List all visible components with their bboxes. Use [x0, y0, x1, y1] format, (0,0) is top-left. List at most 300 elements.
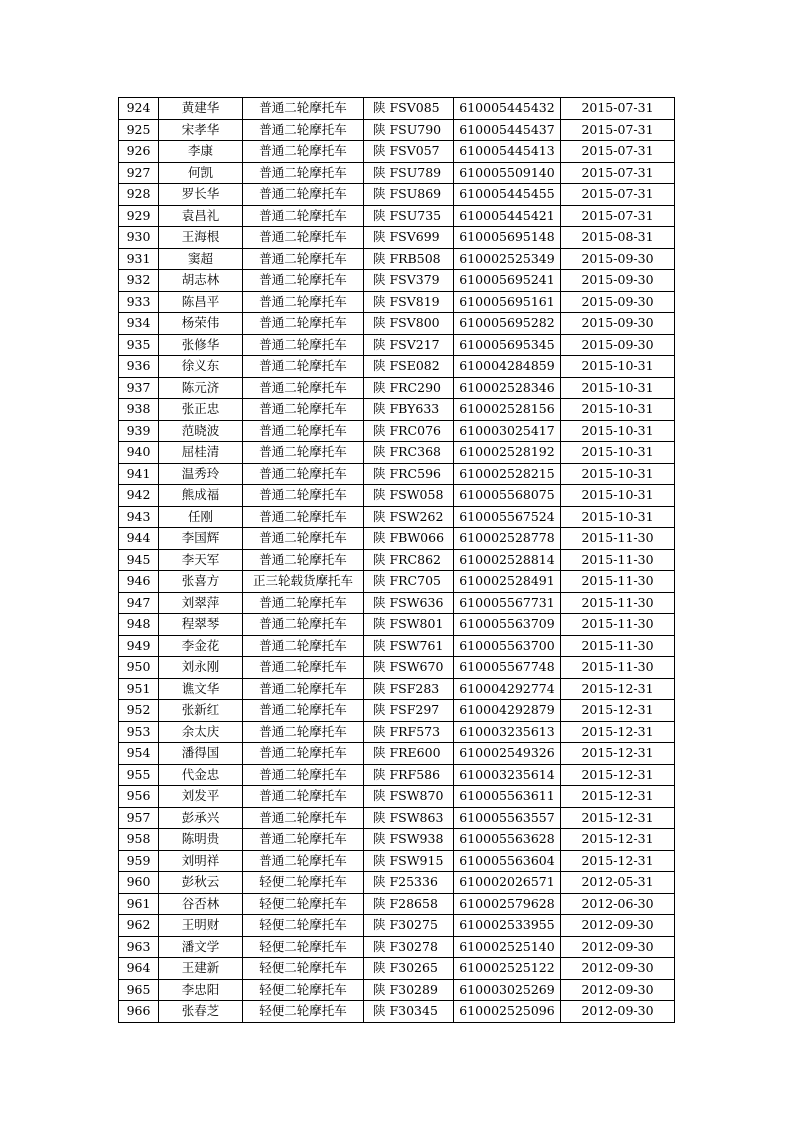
cell-plate-number: 陕 FSV057: [364, 141, 454, 163]
table-row: [119, 872, 675, 894]
cell-date: 2015-07-31: [561, 119, 675, 141]
cell-vehicle-type: 普通二轮摩托车: [243, 119, 364, 141]
cell-number: 963: [119, 936, 159, 958]
cell-date: 2015-10-31: [561, 442, 675, 464]
table-row: [119, 119, 675, 141]
cell-date: 2015-09-30: [561, 313, 675, 335]
cell-date: 2015-07-31: [561, 98, 675, 120]
cell-owner-name: 徐义东: [159, 356, 243, 378]
cell-record-id: 610005445455: [454, 184, 561, 206]
table-row: [119, 141, 675, 163]
cell-plate-number: 陕 FRC076: [364, 420, 454, 442]
cell-date: 2012-06-30: [561, 893, 675, 915]
cell-owner-name: 潘得国: [159, 743, 243, 765]
cell-date: 2015-11-30: [561, 635, 675, 657]
cell-plate-number: 陕 FBW066: [364, 528, 454, 550]
table-row: [119, 420, 675, 442]
cell-plate-number: 陕 FRE600: [364, 743, 454, 765]
cell-owner-name: 潘文学: [159, 936, 243, 958]
cell-number: 965: [119, 979, 159, 1001]
cell-number: 942: [119, 485, 159, 507]
cell-vehicle-type: 普通二轮摩托车: [243, 635, 364, 657]
cell-record-id: 610002528814: [454, 549, 561, 571]
cell-owner-name: 何凯: [159, 162, 243, 184]
cell-vehicle-type: 普通二轮摩托车: [243, 700, 364, 722]
cell-record-id: 610005568075: [454, 485, 561, 507]
cell-owner-name: 屈桂清: [159, 442, 243, 464]
cell-owner-name: 刘明祥: [159, 850, 243, 872]
cell-number: 932: [119, 270, 159, 292]
cell-vehicle-type: 轻便二轮摩托车: [243, 979, 364, 1001]
table-row: [119, 829, 675, 851]
table-row: [119, 442, 675, 464]
cell-date: 2015-09-30: [561, 248, 675, 270]
cell-date: 2015-11-30: [561, 592, 675, 614]
table-row: [119, 313, 675, 335]
cell-owner-name: 张正忠: [159, 399, 243, 421]
table-row: [119, 700, 675, 722]
cell-owner-name: 彭承兴: [159, 807, 243, 829]
cell-plate-number: 陕 FSV085: [364, 98, 454, 120]
cell-record-id: 610002525122: [454, 958, 561, 980]
cell-date: 2015-11-30: [561, 528, 675, 550]
cell-number: 936: [119, 356, 159, 378]
cell-plate-number: 陕 FSF283: [364, 678, 454, 700]
cell-plate-number: 陕 FSE082: [364, 356, 454, 378]
cell-plate-number: 陕 FSW761: [364, 635, 454, 657]
cell-number: 947: [119, 592, 159, 614]
cell-date: 2015-10-31: [561, 463, 675, 485]
cell-plate-number: 陕 FSW670: [364, 657, 454, 679]
cell-number: 950: [119, 657, 159, 679]
cell-vehicle-type: 普通二轮摩托车: [243, 356, 364, 378]
cell-plate-number: 陕 FSU790: [364, 119, 454, 141]
table-row: [119, 850, 675, 872]
table-row: [119, 1001, 675, 1023]
cell-date: 2015-12-31: [561, 786, 675, 808]
table-row: [119, 936, 675, 958]
cell-date: 2015-10-31: [561, 420, 675, 442]
cell-plate-number: 陕 FRB508: [364, 248, 454, 270]
cell-record-id: 610002528215: [454, 463, 561, 485]
cell-plate-number: 陕 F28658: [364, 893, 454, 915]
cell-date: 2015-12-31: [561, 807, 675, 829]
cell-number: 954: [119, 743, 159, 765]
cell-record-id: 610005695345: [454, 334, 561, 356]
cell-vehicle-type: 普通二轮摩托车: [243, 399, 364, 421]
cell-vehicle-type: 普通二轮摩托车: [243, 442, 364, 464]
cell-plate-number: 陕 FSW870: [364, 786, 454, 808]
cell-number: 960: [119, 872, 159, 894]
table-row: [119, 786, 675, 808]
cell-date: 2015-11-30: [561, 571, 675, 593]
cell-vehicle-type: 普通二轮摩托车: [243, 807, 364, 829]
cell-date: 2015-08-31: [561, 227, 675, 249]
cell-number: 926: [119, 141, 159, 163]
cell-vehicle-type: 普通二轮摩托车: [243, 227, 364, 249]
table-row: [119, 399, 675, 421]
table-row: [119, 549, 675, 571]
cell-plate-number: 陕 FSW262: [364, 506, 454, 528]
cell-number: 956: [119, 786, 159, 808]
cell-date: 2015-09-30: [561, 270, 675, 292]
cell-record-id: 610005445413: [454, 141, 561, 163]
cell-owner-name: 熊成福: [159, 485, 243, 507]
cell-record-id: 610005563604: [454, 850, 561, 872]
cell-number: 937: [119, 377, 159, 399]
cell-record-id: 610002525096: [454, 1001, 561, 1023]
cell-owner-name: 温秀玲: [159, 463, 243, 485]
cell-record-id: 610004292879: [454, 700, 561, 722]
cell-record-id: 610005563557: [454, 807, 561, 829]
cell-record-id: 610005445432: [454, 98, 561, 120]
cell-record-id: 610002528346: [454, 377, 561, 399]
cell-date: 2015-12-31: [561, 829, 675, 851]
cell-plate-number: 陕 FRC596: [364, 463, 454, 485]
cell-number: 953: [119, 721, 159, 743]
table-row: [119, 98, 675, 120]
cell-number: 938: [119, 399, 159, 421]
cell-plate-number: 陕 F30275: [364, 915, 454, 937]
cell-vehicle-type: 普通二轮摩托车: [243, 463, 364, 485]
cell-owner-name: 王建新: [159, 958, 243, 980]
cell-vehicle-type: 普通二轮摩托车: [243, 743, 364, 765]
cell-date: 2015-10-31: [561, 485, 675, 507]
cell-plate-number: 陕 F30265: [364, 958, 454, 980]
cell-date: 2015-12-31: [561, 764, 675, 786]
cell-number: 952: [119, 700, 159, 722]
cell-number: 944: [119, 528, 159, 550]
cell-owner-name: 李金花: [159, 635, 243, 657]
table-row: [119, 958, 675, 980]
records-table: [118, 97, 675, 1023]
cell-record-id: 610005445437: [454, 119, 561, 141]
cell-number: 934: [119, 313, 159, 335]
cell-owner-name: 陈元济: [159, 377, 243, 399]
cell-owner-name: 黄建华: [159, 98, 243, 120]
table-row: [119, 485, 675, 507]
table-row: [119, 657, 675, 679]
cell-plate-number: 陕 F25336: [364, 872, 454, 894]
cell-plate-number: 陕 FSW058: [364, 485, 454, 507]
cell-number: 958: [119, 829, 159, 851]
cell-owner-name: 谷否林: [159, 893, 243, 915]
table-row: [119, 915, 675, 937]
cell-record-id: 610005509140: [454, 162, 561, 184]
cell-record-id: 610002528192: [454, 442, 561, 464]
cell-record-id: 610005695241: [454, 270, 561, 292]
cell-record-id: 610002026571: [454, 872, 561, 894]
cell-number: 955: [119, 764, 159, 786]
cell-record-id: 610002528778: [454, 528, 561, 550]
cell-plate-number: 陕 F30289: [364, 979, 454, 1001]
cell-plate-number: 陕 FSW938: [364, 829, 454, 851]
cell-number: 925: [119, 119, 159, 141]
cell-vehicle-type: 普通二轮摩托车: [243, 205, 364, 227]
cell-vehicle-type: 普通二轮摩托车: [243, 678, 364, 700]
cell-vehicle-type: 普通二轮摩托车: [243, 248, 364, 270]
table-row: [119, 506, 675, 528]
cell-plate-number: 陕 FRF573: [364, 721, 454, 743]
cell-record-id: 610005563611: [454, 786, 561, 808]
cell-plate-number: 陕 FRC290: [364, 377, 454, 399]
cell-date: 2015-07-31: [561, 205, 675, 227]
cell-vehicle-type: 普通二轮摩托车: [243, 764, 364, 786]
table-row: [119, 162, 675, 184]
cell-vehicle-type: 轻便二轮摩托车: [243, 915, 364, 937]
cell-record-id: 610005567524: [454, 506, 561, 528]
cell-vehicle-type: 普通二轮摩托车: [243, 313, 364, 335]
cell-number: 930: [119, 227, 159, 249]
cell-number: 940: [119, 442, 159, 464]
cell-owner-name: 杨荣伟: [159, 313, 243, 335]
cell-plate-number: 陕 FSU789: [364, 162, 454, 184]
cell-vehicle-type: 普通二轮摩托车: [243, 141, 364, 163]
cell-number: 941: [119, 463, 159, 485]
cell-owner-name: 李国辉: [159, 528, 243, 550]
cell-owner-name: 刘永刚: [159, 657, 243, 679]
cell-owner-name: 程翠琴: [159, 614, 243, 636]
table-row: [119, 356, 675, 378]
table-row: [119, 743, 675, 765]
cell-number: 948: [119, 614, 159, 636]
table-row: [119, 893, 675, 915]
table-row: [119, 270, 675, 292]
cell-plate-number: 陕 FSU869: [364, 184, 454, 206]
cell-owner-name: 胡志林: [159, 270, 243, 292]
table-row: [119, 614, 675, 636]
cell-owner-name: 任刚: [159, 506, 243, 528]
cell-owner-name: 宋孝华: [159, 119, 243, 141]
cell-date: 2015-12-31: [561, 850, 675, 872]
cell-owner-name: 张喜方: [159, 571, 243, 593]
cell-record-id: 610002525140: [454, 936, 561, 958]
table-row: [119, 528, 675, 550]
table-row: [119, 377, 675, 399]
cell-record-id: 610005695161: [454, 291, 561, 313]
cell-owner-name: 张修华: [159, 334, 243, 356]
cell-date: 2012-09-30: [561, 979, 675, 1001]
cell-vehicle-type: 普通二轮摩托车: [243, 98, 364, 120]
cell-date: 2015-11-30: [561, 657, 675, 679]
cell-plate-number: 陕 F30345: [364, 1001, 454, 1023]
cell-plate-number: 陕 FSW636: [364, 592, 454, 614]
cell-plate-number: 陕 FRC368: [364, 442, 454, 464]
cell-number: 943: [119, 506, 159, 528]
cell-number: 951: [119, 678, 159, 700]
cell-plate-number: 陕 FSV699: [364, 227, 454, 249]
cell-record-id: 610002528491: [454, 571, 561, 593]
cell-number: 935: [119, 334, 159, 356]
cell-record-id: 610005695148: [454, 227, 561, 249]
cell-date: 2015-11-30: [561, 614, 675, 636]
cell-plate-number: 陕 FSV379: [364, 270, 454, 292]
cell-plate-number: 陕 FSV819: [364, 291, 454, 313]
table-row: [119, 248, 675, 270]
cell-date: 2015-10-31: [561, 356, 675, 378]
cell-date: 2015-12-31: [561, 700, 675, 722]
cell-record-id: 610005695282: [454, 313, 561, 335]
cell-date: 2015-11-30: [561, 549, 675, 571]
cell-record-id: 610002533955: [454, 915, 561, 937]
cell-owner-name: 陈昌平: [159, 291, 243, 313]
cell-record-id: 610004284859: [454, 356, 561, 378]
cell-date: 2015-07-31: [561, 141, 675, 163]
cell-vehicle-type: 轻便二轮摩托车: [243, 872, 364, 894]
cell-vehicle-type: 普通二轮摩托车: [243, 184, 364, 206]
cell-vehicle-type: 普通二轮摩托车: [243, 377, 364, 399]
cell-number: 924: [119, 98, 159, 120]
cell-owner-name: 陈明贵: [159, 829, 243, 851]
cell-record-id: 610003235614: [454, 764, 561, 786]
cell-vehicle-type: 普通二轮摩托车: [243, 420, 364, 442]
cell-plate-number: 陕 FSW801: [364, 614, 454, 636]
table-row: [119, 979, 675, 1001]
cell-vehicle-type: 轻便二轮摩托车: [243, 1001, 364, 1023]
table-row: [119, 184, 675, 206]
cell-vehicle-type: 轻便二轮摩托车: [243, 958, 364, 980]
cell-number: 962: [119, 915, 159, 937]
table-row: [119, 635, 675, 657]
cell-vehicle-type: 正三轮载货摩托车: [243, 571, 364, 593]
cell-record-id: 610003025417: [454, 420, 561, 442]
table-row: [119, 291, 675, 313]
cell-record-id: 610005567748: [454, 657, 561, 679]
cell-vehicle-type: 普通二轮摩托车: [243, 549, 364, 571]
cell-number: 929: [119, 205, 159, 227]
cell-vehicle-type: 普通二轮摩托车: [243, 334, 364, 356]
cell-number: 966: [119, 1001, 159, 1023]
cell-date: 2012-09-30: [561, 936, 675, 958]
cell-record-id: 610004292774: [454, 678, 561, 700]
cell-date: 2015-12-31: [561, 743, 675, 765]
cell-owner-name: 李天军: [159, 549, 243, 571]
cell-owner-name: 罗长华: [159, 184, 243, 206]
cell-plate-number: 陕 F30278: [364, 936, 454, 958]
cell-vehicle-type: 普通二轮摩托车: [243, 721, 364, 743]
cell-vehicle-type: 普通二轮摩托车: [243, 657, 364, 679]
cell-plate-number: 陕 FSF297: [364, 700, 454, 722]
cell-plate-number: 陕 FSV217: [364, 334, 454, 356]
cell-date: 2015-10-31: [561, 506, 675, 528]
cell-owner-name: 张新红: [159, 700, 243, 722]
cell-owner-name: 刘发平: [159, 786, 243, 808]
cell-number: 959: [119, 850, 159, 872]
cell-vehicle-type: 普通二轮摩托车: [243, 162, 364, 184]
cell-vehicle-type: 普通二轮摩托车: [243, 592, 364, 614]
cell-record-id: 610005567731: [454, 592, 561, 614]
cell-date: 2012-09-30: [561, 1001, 675, 1023]
cell-owner-name: 谯文华: [159, 678, 243, 700]
cell-record-id: 610002549326: [454, 743, 561, 765]
cell-date: 2015-07-31: [561, 162, 675, 184]
table-row: [119, 463, 675, 485]
cell-date: 2012-05-31: [561, 872, 675, 894]
cell-plate-number: 陕 FSW863: [364, 807, 454, 829]
cell-owner-name: 范晓波: [159, 420, 243, 442]
cell-vehicle-type: 轻便二轮摩托车: [243, 893, 364, 915]
cell-owner-name: 张春芝: [159, 1001, 243, 1023]
cell-number: 961: [119, 893, 159, 915]
cell-date: 2012-09-30: [561, 915, 675, 937]
cell-vehicle-type: 普通二轮摩托车: [243, 270, 364, 292]
cell-owner-name: 余太庆: [159, 721, 243, 743]
cell-owner-name: 袁昌礼: [159, 205, 243, 227]
cell-record-id: 610002525349: [454, 248, 561, 270]
cell-owner-name: 彭秋云: [159, 872, 243, 894]
cell-record-id: 610005563700: [454, 635, 561, 657]
cell-owner-name: 李忠阳: [159, 979, 243, 1001]
table-row: [119, 807, 675, 829]
table-row: [119, 592, 675, 614]
cell-owner-name: 窦超: [159, 248, 243, 270]
cell-number: 939: [119, 420, 159, 442]
cell-vehicle-type: 普通二轮摩托车: [243, 506, 364, 528]
cell-number: 964: [119, 958, 159, 980]
cell-number: 933: [119, 291, 159, 313]
cell-number: 946: [119, 571, 159, 593]
cell-record-id: 610002579628: [454, 893, 561, 915]
table-row: [119, 678, 675, 700]
table-row: [119, 227, 675, 249]
table-row: [119, 571, 675, 593]
table-row: [119, 205, 675, 227]
cell-plate-number: 陕 FSW915: [364, 850, 454, 872]
cell-record-id: 610003025269: [454, 979, 561, 1001]
cell-number: 949: [119, 635, 159, 657]
cell-owner-name: 刘翠萍: [159, 592, 243, 614]
cell-record-id: 610005563628: [454, 829, 561, 851]
table-row: [119, 721, 675, 743]
cell-date: 2012-09-30: [561, 958, 675, 980]
table-row: [119, 334, 675, 356]
cell-vehicle-type: 普通二轮摩托车: [243, 614, 364, 636]
cell-owner-name: 李康: [159, 141, 243, 163]
cell-plate-number: 陕 FSU735: [364, 205, 454, 227]
cell-date: 2015-12-31: [561, 678, 675, 700]
cell-plate-number: 陕 FSV800: [364, 313, 454, 335]
cell-number: 927: [119, 162, 159, 184]
cell-record-id: 610005563709: [454, 614, 561, 636]
table-row: [119, 764, 675, 786]
cell-date: 2015-07-31: [561, 184, 675, 206]
cell-number: 928: [119, 184, 159, 206]
cell-vehicle-type: 普通二轮摩托车: [243, 291, 364, 313]
cell-number: 945: [119, 549, 159, 571]
cell-date: 2015-12-31: [561, 721, 675, 743]
cell-record-id: 610002528156: [454, 399, 561, 421]
cell-vehicle-type: 普通二轮摩托车: [243, 786, 364, 808]
cell-plate-number: 陕 FBY633: [364, 399, 454, 421]
cell-vehicle-type: 普通二轮摩托车: [243, 850, 364, 872]
cell-plate-number: 陕 FRC705: [364, 571, 454, 593]
cell-record-id: 610003235613: [454, 721, 561, 743]
cell-vehicle-type: 普通二轮摩托车: [243, 829, 364, 851]
cell-owner-name: 代金忠: [159, 764, 243, 786]
cell-plate-number: 陕 FRC862: [364, 549, 454, 571]
cell-date: 2015-10-31: [561, 399, 675, 421]
cell-record-id: 610005445421: [454, 205, 561, 227]
cell-owner-name: 王明财: [159, 915, 243, 937]
cell-date: 2015-09-30: [561, 334, 675, 356]
cell-plate-number: 陕 FRF586: [364, 764, 454, 786]
cell-owner-name: 王海根: [159, 227, 243, 249]
cell-vehicle-type: 轻便二轮摩托车: [243, 936, 364, 958]
cell-number: 957: [119, 807, 159, 829]
cell-vehicle-type: 普通二轮摩托车: [243, 528, 364, 550]
cell-date: 2015-09-30: [561, 291, 675, 313]
records-body: [119, 98, 675, 1023]
